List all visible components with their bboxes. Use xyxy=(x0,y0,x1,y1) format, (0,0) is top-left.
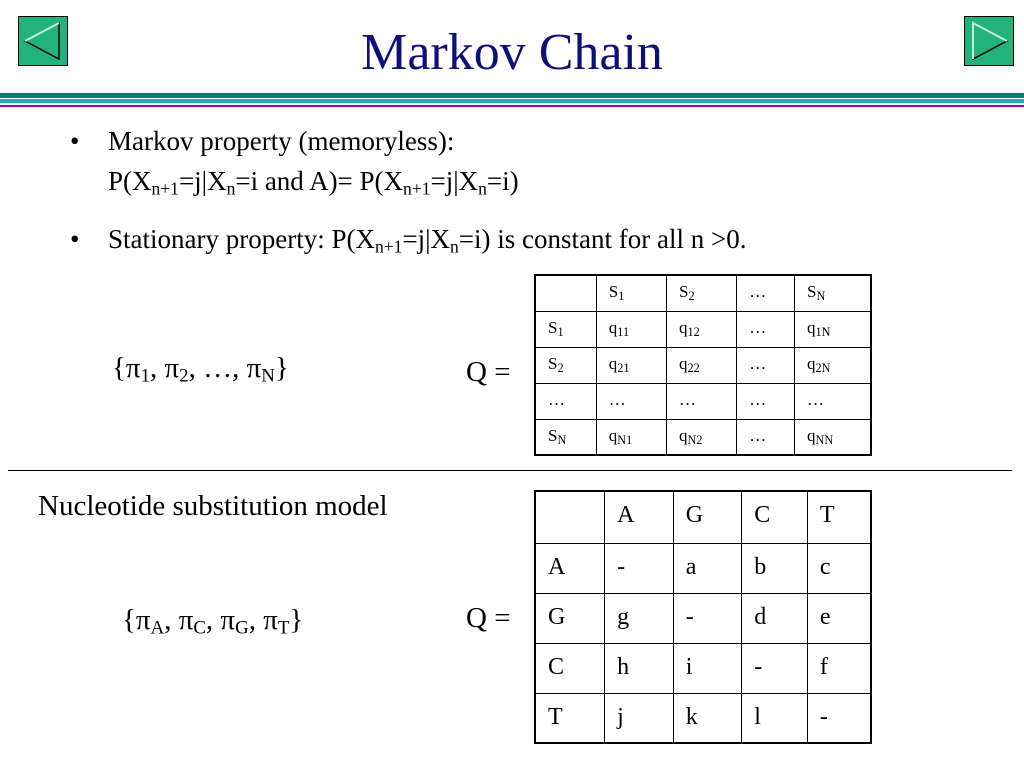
section-title: Nucleotide substitution model xyxy=(38,490,388,522)
matrix-row xyxy=(535,347,871,383)
matrix-row-label: A xyxy=(535,543,605,593)
matrix-cell: l xyxy=(742,693,808,743)
bullet-dot: • xyxy=(70,126,80,156)
matrix-cell: $q_{N2}$ xyxy=(667,419,737,455)
stationary-distribution-general: {$\pi_1$, $\pi_2$, …, $\pi_N$} xyxy=(112,352,289,387)
matrix-cell: … xyxy=(667,383,737,419)
substitution-matrix-nucleotide xyxy=(534,490,872,744)
matrix-header-cell xyxy=(535,491,605,543)
matrix-cell: $q_{NN}$ xyxy=(795,419,871,455)
matrix-header-cell: C xyxy=(742,491,808,543)
matrix-row xyxy=(535,419,871,455)
stationary-suffix: =i) is constant for all n >0. xyxy=(458,224,747,254)
matrix-row-label: … xyxy=(535,383,596,419)
matrix-header-cell: T xyxy=(807,491,871,543)
stationary-distribution-nucleotide: {$\pi_A$, $\pi_C$, $\pi_G$, $\pi_T$} xyxy=(122,604,304,639)
pi-term: $\pi_N$ xyxy=(246,352,275,387)
matrix-cell: $q_{12}$ xyxy=(667,311,737,347)
matrix-header-cell xyxy=(535,275,596,311)
matrix-cell: $q_{11}$ xyxy=(596,311,666,347)
matrix-header-cell: $S_1$ xyxy=(596,275,666,311)
stationary-prefix: Stationary property: P(X xyxy=(108,224,375,254)
matrix-cell: - xyxy=(673,593,742,643)
q-matrix-label: Q = xyxy=(466,356,511,388)
matrix-header-row xyxy=(535,275,871,311)
markov-property-label: Markov property (memoryless): xyxy=(108,126,455,156)
transition-matrix-general xyxy=(534,274,872,456)
matrix-cell: - xyxy=(807,693,871,743)
pi-term: $\pi_2$ xyxy=(164,352,189,387)
matrix-cell: i xyxy=(673,643,742,693)
matrix-row xyxy=(535,593,871,643)
bullet-dot: • xyxy=(70,224,80,254)
matrix-header-cell: $S_N$ xyxy=(795,275,871,311)
matrix-row-label: C xyxy=(535,643,605,693)
matrix-row-label: $S_2$ xyxy=(535,347,596,383)
section-divider xyxy=(8,470,1012,471)
matrix-row xyxy=(535,311,871,347)
matrix-cell: a xyxy=(673,543,742,593)
matrix-cell: $q_{1N}$ xyxy=(795,311,871,347)
matrix-cell: $q_{2N}$ xyxy=(795,347,871,383)
matrix-cell: … xyxy=(596,383,666,419)
matrix-row-label: $S_N$ xyxy=(535,419,596,455)
matrix-cell: … xyxy=(737,347,795,383)
slide-title: Markov Chain xyxy=(361,24,663,81)
matrix-cell: g xyxy=(605,593,674,643)
title-rule-accent xyxy=(0,105,1024,107)
matrix-row-label: G xyxy=(535,593,605,643)
matrix-header-cell: A xyxy=(605,491,674,543)
q-matrix-label: Q = xyxy=(466,602,511,634)
matrix-cell: … xyxy=(737,419,795,455)
matrix-cell: - xyxy=(742,643,808,693)
matrix-cell: … xyxy=(795,383,871,419)
matrix-cell: … xyxy=(737,383,795,419)
matrix-row-label: $S_1$ xyxy=(535,311,596,347)
matrix-header-cell: … xyxy=(737,275,795,311)
matrix-cell: $q_{21}$ xyxy=(596,347,666,383)
matrix-cell: d xyxy=(742,593,808,643)
pi-term: … xyxy=(203,352,233,384)
matrix-header-row xyxy=(535,491,871,543)
matrix-cell: - xyxy=(605,543,674,593)
pi-term: $\pi_G$ xyxy=(220,604,249,639)
pi-term: $\pi_A$ xyxy=(135,604,165,639)
pi-term: $\pi_1$ xyxy=(125,352,150,387)
title-rule-dark xyxy=(0,93,1024,98)
matrix-row xyxy=(535,383,871,419)
matrix-row xyxy=(535,643,871,693)
matrix-cell: c xyxy=(807,543,871,593)
matrix-row xyxy=(535,693,871,743)
pi-term: $\pi_C$ xyxy=(178,604,206,639)
matrix-cell: h xyxy=(605,643,674,693)
matrix-row xyxy=(535,543,871,593)
matrix-cell: $q_{N1}$ xyxy=(596,419,666,455)
matrix-cell: $q_{22}$ xyxy=(667,347,737,383)
matrix-cell: j xyxy=(605,693,674,743)
matrix-header-cell: G xyxy=(673,491,742,543)
matrix-cell: … xyxy=(737,311,795,347)
matrix-row-label: T xyxy=(535,693,605,743)
matrix-cell: k xyxy=(673,693,742,743)
title-rule-light xyxy=(0,99,1024,103)
matrix-cell: b xyxy=(742,543,808,593)
pi-term: $\pi_T$ xyxy=(263,604,290,639)
matrix-cell: e xyxy=(807,593,871,643)
matrix-cell: f xyxy=(807,643,871,693)
matrix-header-cell: $S_2$ xyxy=(667,275,737,311)
